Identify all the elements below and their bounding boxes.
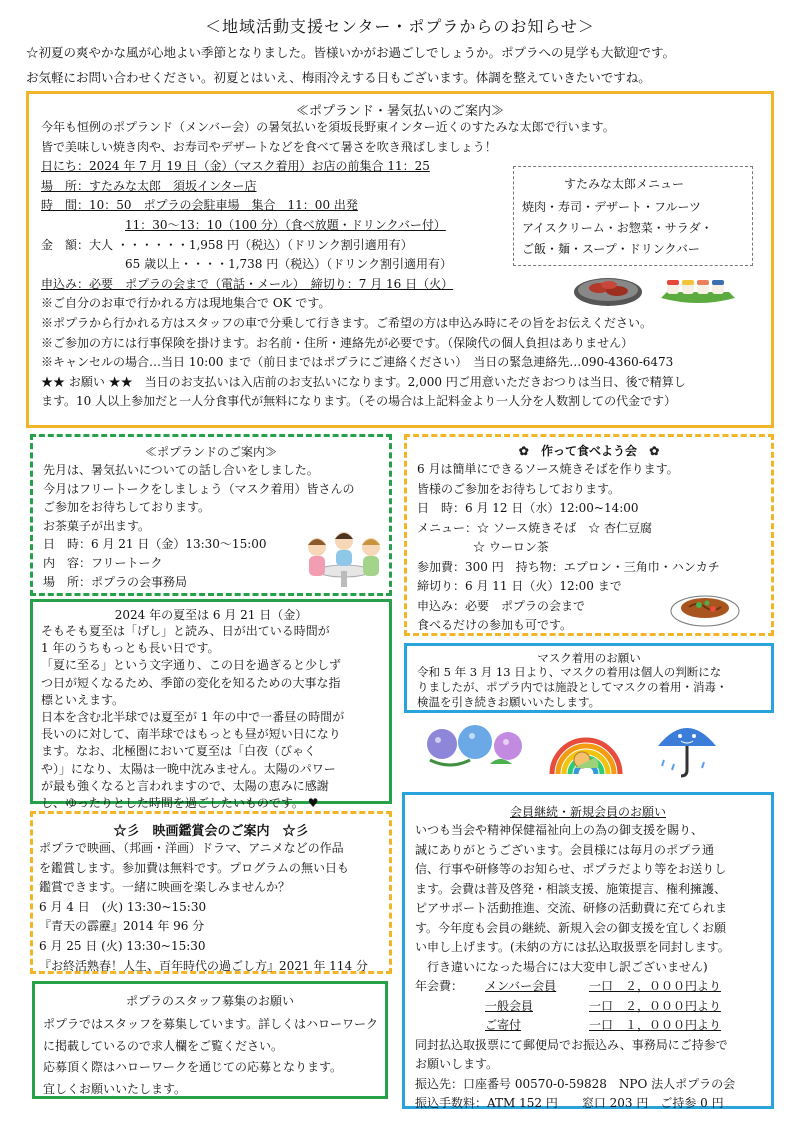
movie-film-1: 『青天の霹靂』2014 年 96 分 bbox=[39, 919, 205, 934]
movie-date-1: 6 月 4 日 (火) 13:30~15:30 bbox=[39, 899, 207, 914]
cooking-deadline: 締切り：6 月 11 日（火）12:00 まで bbox=[417, 579, 622, 593]
cooking-section bbox=[404, 434, 774, 636]
solstice-section bbox=[30, 599, 392, 811]
membership-line: 行き違いになった場合には大変申し訳ございません) bbox=[427, 959, 708, 974]
solstice-line: 日本を含む北半球では夏至が 1 年の中で一番昼の時間が bbox=[41, 710, 345, 725]
bank-account: 振込先：口座番号 00570-0-59828 NPO 法人ポプラの会 bbox=[415, 1076, 736, 1091]
fee-amount: 一口 ２，０００円より bbox=[589, 979, 722, 993]
membership-line: ます。会費は普及啓発・相談支援、施策提言、権利擁護、 bbox=[415, 881, 727, 896]
cooking-menu-2: ☆ ウーロン茶 bbox=[473, 540, 549, 554]
popland-line: ご参加をお待ちしております。 bbox=[43, 500, 211, 515]
movie-line: を鑑賞します。参加費は無料です。プログラムの無い日も bbox=[39, 860, 349, 875]
staff-line: に掲載しているので求人欄をご覧ください。 bbox=[43, 1038, 284, 1053]
cooking-line: 6 月は簡単にできるソース焼きそばを作ります。 bbox=[417, 462, 679, 476]
cooking-menu: メニュー：☆ ソース焼きそば ☆ 杏仁豆腐 bbox=[417, 520, 653, 535]
menu-line: ご飯・麺・スープ・ドリンクバー bbox=[522, 242, 700, 256]
fee-type: メンバー会員 bbox=[485, 979, 557, 993]
cooking-fee: 参加費：300 円 持ち物：エプロン・三角巾・ハンカチ bbox=[417, 559, 720, 574]
bbq-title: ≪ポプランド・暑気払いのご案内≫ bbox=[295, 104, 504, 119]
cooking-date: 日 時：6 月 12 日（水）12:00~14:00 bbox=[417, 501, 639, 515]
popland-content: 内 容：フリートーク bbox=[43, 555, 163, 570]
bbq-note: ※ご自分のお車で行かれる方は現地集合で OK です。 bbox=[41, 296, 331, 311]
bbq-date: 日にち：2024 年 7 月 19 日（金）（マスク着用）お店の前集合 11：25 bbox=[41, 159, 430, 174]
fee-row bbox=[415, 1016, 735, 1036]
solstice-line: 「夏に至る」という文字通り、この日を過ぎると少しず bbox=[41, 658, 342, 673]
bbq-section bbox=[26, 91, 774, 428]
fee-type: ご寄付 bbox=[485, 1018, 522, 1032]
membership-line: 誠にありがとうございます。会員様には毎月のポプラ通 bbox=[415, 842, 715, 857]
membership-section bbox=[402, 792, 774, 1109]
menu-box bbox=[513, 166, 753, 266]
bbq-price-senior: 65 歳以上・・・・1,738 円（税込）（ドリンク割引適用有） bbox=[125, 257, 453, 272]
solstice-line: が最も強くなると言われますので、太陽の恵みに感謝 bbox=[41, 778, 329, 793]
solstice-title: 2024 年の夏至は 6 月 21 日（金） bbox=[114, 608, 308, 622]
membership-tail: 同封払込取扱票にて郵便局でお振込み、事務局にご持参で bbox=[415, 1037, 728, 1052]
membership-line: いつも当会や精神保健福祉向上の為の御支援を賜り、 bbox=[415, 823, 704, 837]
movie-date-2: 6 月 25 日 (火) 13:30~15:30 bbox=[39, 938, 206, 953]
fee-amount: 一口 １，０００円より bbox=[589, 1018, 722, 1032]
bbq-request: ★★ お願い ★★ 当日のお支払いは入店前のお支払いになります。2,000 円ご用意いただきおつりは当日、後で精算し bbox=[41, 374, 686, 389]
bbq-time: 時 間：10：50 ポプラの会駐車場 集合 11：00 出発 bbox=[41, 198, 358, 213]
membership-line: い申し上げます。(未納の方には払込取扱票を同封します。 bbox=[415, 940, 730, 954]
hydrangea-icon bbox=[420, 720, 530, 772]
membership-line: す。今年度も会員の継続、新規入会の御支援を宜しくお願 bbox=[415, 920, 727, 935]
movie-line: ポプラで映画、（邦画・洋画）ドラマ、アニメなどの作品 bbox=[39, 841, 344, 855]
mask-line: りましたが、ポプラ内では施設としてマスクの着用・消毒・ bbox=[417, 680, 728, 694]
solstice-line bbox=[41, 795, 344, 812]
bbq-apply: 申込み：必要 ポプラの会まで（電話・メール） 締切り：7 月 16 日（火） bbox=[41, 276, 454, 291]
movie-film-2: 『お終活熟春！人生、百年時代の過ごし方』2021 年 114 分 bbox=[39, 958, 368, 973]
fee-row bbox=[415, 977, 735, 997]
heart-icon: ♥ bbox=[307, 796, 319, 811]
fee-row bbox=[415, 997, 735, 1017]
movie-title: ☆彡 映画鑑賞会のご案内 ☆彡 bbox=[113, 824, 309, 839]
popland-title: ≪ポプランドのご案内≫ bbox=[144, 445, 277, 459]
membership-line: 信、行事や研修等のお知らせ、ポプラだより等をお送りし bbox=[415, 862, 727, 876]
solstice-line: そもそも夏至は「げし」と読み、日が出ている時間が bbox=[41, 624, 330, 638]
staff-line: 応募頂く際はハローワークを通じての応募となります。 bbox=[43, 1060, 343, 1074]
umbrella-icon bbox=[654, 716, 720, 780]
bbq-line: 今年も恒例のポプランド（メンバー会）の暑気払いを須坂長野東インター近くのすたみな太郎で行います。 bbox=[41, 120, 615, 134]
popland-line: お茶菓子が出ます。 bbox=[43, 518, 151, 533]
bbq-note: ※ポプラから行かれる方はスタッフの車で分乗して行きます。ご希望の方は申込み時にその旨をお伝えください。 bbox=[41, 315, 653, 330]
popland-section bbox=[30, 434, 392, 596]
bbq-line: 皆で美味しい焼き肉や、お寿司やデザートなどを食べて暑さを吹き飛ばしましょう！ bbox=[41, 139, 497, 154]
tea-party-icon bbox=[303, 527, 385, 589]
intro-line: お気軽にお問い合わせください。初夏とはいえ、梅雨冷えする日もございます。体調を整えていきたいですね。 bbox=[26, 70, 651, 85]
flower-icon: ✿ bbox=[649, 444, 660, 458]
fee-type: 一般会員 bbox=[485, 998, 534, 1013]
cooking-apply: 申込み：必要 ポプラの会まで bbox=[417, 598, 586, 613]
cooking-note: 食べるだけの参加も可です。 bbox=[417, 618, 573, 632]
membership-tail: お願いします。 bbox=[415, 1057, 499, 1071]
popland-line: 今月はフリートークをしましょう（マスク着用）皆さんの bbox=[43, 481, 355, 496]
yakiniku-grill-icon bbox=[571, 272, 645, 308]
menu-line: 焼肉・寿司・デザート・フルーツ bbox=[522, 200, 702, 214]
bbq-note: ※ご参加の方には行事保険を掛けます。お名前・住所・連絡先が必要です。（保険代の個人負担はありません） bbox=[41, 335, 634, 350]
mask-line: 令和 5 年 3 月 13 日より、マスクの着用は個人の判断にな bbox=[417, 665, 722, 679]
bbq-time-2: 11：30～13：10（100 分）（食べ放題・ドリンクバー付） bbox=[125, 217, 446, 232]
bbq-note: ※キャンセルの場合…当日 10:00 まで（前日まではポプラにご連絡ください） 当日の緊急連絡先…090-4360-6473 bbox=[41, 355, 674, 370]
movie-section bbox=[30, 811, 392, 974]
membership-title bbox=[405, 803, 771, 820]
membership-title-text: 会員継続・新規会員のお願い bbox=[509, 805, 666, 819]
solstice-line: 標といえます。 bbox=[41, 692, 125, 707]
yakisoba-plate-icon bbox=[669, 585, 741, 629]
cooking-title: 作って食べよう会 bbox=[540, 444, 637, 458]
flower-icon: ✿ bbox=[518, 444, 529, 458]
staff-line: ポプラではスタッフを募集しています。詳しくはハローワーク bbox=[43, 1017, 379, 1031]
solstice-line: つ日が短くなるため、季節の変化を知るための大事な指 bbox=[41, 675, 341, 690]
page-title: ＜地域活動支援センター・ポプラからのお知らせ＞ bbox=[205, 17, 595, 36]
solstice-line: 1 年のうちもっとも長い日です。 bbox=[41, 641, 220, 656]
staff-section bbox=[32, 981, 388, 1099]
fee-label: 年会費： bbox=[415, 979, 464, 993]
staff-title: ポプラのスタッフ募集のお願い bbox=[125, 994, 294, 1008]
mask-section bbox=[404, 643, 774, 713]
mask-title: マスク着用のお願い bbox=[537, 651, 641, 665]
rainbow-snail-icon bbox=[548, 714, 624, 778]
cooking-line: 皆様のご参加をお待ちしております。 bbox=[417, 481, 621, 496]
bbq-request: ます。10 人以上参加だと一人分食事代が無料になります。（その場合は上記料金より一人分を人数割しての代金です） bbox=[41, 394, 677, 409]
solstice-line: ます。なお、北極圏において夏至は「白夜（びゃく bbox=[41, 744, 317, 759]
fee-amount: 一口 ２，０００円より bbox=[589, 998, 722, 1013]
popland-place: 場 所：ポプラの会事務局 bbox=[43, 574, 188, 589]
intro-text bbox=[26, 40, 786, 90]
bbq-price-adult: 金 額：大人 ・・・・・・1,958 円（税込）（ドリンク割引適用有） bbox=[41, 237, 413, 252]
popland-line: 先月は、暑気払いについての話し合いをしました。 bbox=[43, 463, 319, 477]
menu-line: アイスクリーム・お惣菜・サラダ・ bbox=[522, 221, 713, 235]
intro-line: ☆初夏の爽やかな風が心地よい季節となりました。皆様いかがお過ごしでしょうか。ポプラへの見学も大歓迎です。 bbox=[26, 45, 676, 60]
menu-title: すたみな太郎メニュー bbox=[564, 177, 685, 191]
sushi-icon bbox=[659, 272, 737, 308]
transfer-fee: 振込手数料：ATM 152 円 窓口 203 円 ご持参 0 円 bbox=[415, 1096, 724, 1110]
cooking-title-row bbox=[407, 442, 771, 459]
mask-line: 検温を引き続きお願いいたします。 bbox=[417, 695, 601, 709]
staff-line: 宜しくお願いいたします。 bbox=[43, 1081, 187, 1096]
solstice-last-line: し、ゆったりとした時間を過ごしたいものです。 bbox=[41, 796, 304, 811]
movie-line: 鑑賞できます。一緒に映画を楽しみませんか？ bbox=[39, 880, 291, 895]
membership-line: ピアサポート活動推進、交流、研修の活動費に充てられま bbox=[415, 901, 728, 915]
solstice-line: や）」になり、太陽は一晩中沈みません。太陽のパワー bbox=[41, 761, 336, 776]
bbq-place: 場 所：すたみな太郎 須坂インター店 bbox=[41, 178, 257, 193]
solstice-line: 長いのに対して、南半球ではもっとも昼が短い日になり bbox=[41, 727, 341, 742]
popland-date: 日 時：6 月 21 日（金）13:30～15:00 bbox=[43, 537, 267, 552]
